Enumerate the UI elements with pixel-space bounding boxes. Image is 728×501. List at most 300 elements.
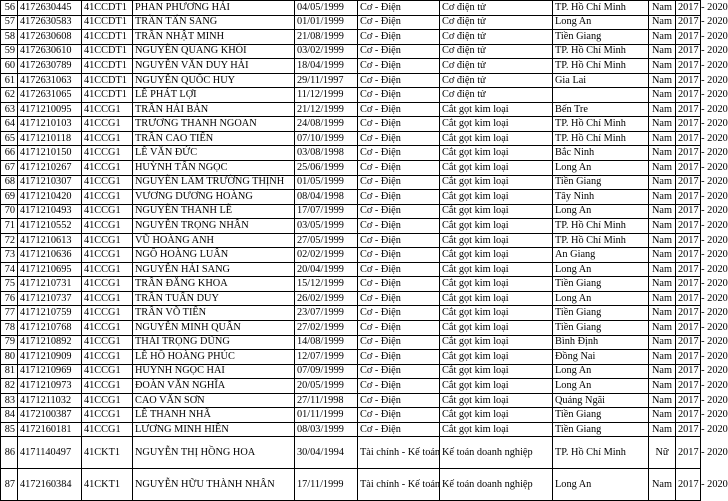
major-cell: Cắt gọt kim loại — [440, 291, 553, 306]
row-number-cell: 68 — [1, 175, 18, 190]
student-id-cell: 4171211032 — [18, 393, 82, 408]
full-name-cell: NGUYỄN LÂM TRƯỜNG THỊNH — [133, 175, 295, 190]
full-name-cell: LÊ THANH NHÃ — [133, 408, 295, 423]
student-id-cell: 4171210613 — [18, 233, 82, 248]
hometown-cell: Bến Tre — [553, 102, 649, 117]
table-row — [1, 161, 701, 176]
student-id-cell: 4172631063 — [18, 73, 82, 88]
class-code-cell: 41CCG1 — [82, 335, 133, 350]
class-code-cell: 41CCG1 — [82, 161, 133, 176]
major-cell: Cơ điện tử — [440, 1, 553, 16]
major-cell: Cắt gọt kim loại — [440, 408, 553, 423]
course-years-cell: 2017 - 2020 — [676, 437, 701, 469]
row-number-cell: 73 — [1, 248, 18, 263]
table-row — [1, 190, 701, 205]
class-code-cell: 41CCG1 — [82, 117, 133, 132]
department-cell: Cơ - Điện — [358, 393, 440, 408]
department-cell: Cơ - Điện — [358, 73, 440, 88]
gender-cell: Nam — [649, 291, 676, 306]
row-number-cell: 80 — [1, 350, 18, 365]
full-name-cell: TRẦN VÕ TIẾN — [133, 306, 295, 321]
table-row — [1, 277, 701, 292]
course-years-cell: 2017 - 2020 — [676, 335, 701, 350]
course-years-cell: 2017 - 2020 — [676, 233, 701, 248]
student-id-cell: 4172630445 — [18, 1, 82, 16]
class-code-cell: 41CCG1 — [82, 175, 133, 190]
hometown-cell: Long An — [553, 469, 649, 501]
major-cell: Cắt gọt kim loại — [440, 248, 553, 263]
table-row — [1, 233, 701, 248]
major-cell: Cắt gọt kim loại — [440, 379, 553, 394]
student-id-cell: 4171210969 — [18, 364, 82, 379]
birth-date-cell: 24/08/1999 — [295, 117, 358, 132]
hometown-cell: Long An — [553, 204, 649, 219]
gender-cell: Nam — [649, 306, 676, 321]
full-name-cell: THÁI TRỌNG DŨNG — [133, 335, 295, 350]
gender-cell: Nam — [649, 204, 676, 219]
class-code-cell: 41CCG1 — [82, 262, 133, 277]
major-cell: Cắt gọt kim loại — [440, 277, 553, 292]
department-cell: Tài chính - Kế toán — [358, 469, 440, 501]
birth-date-cell: 04/05/1999 — [295, 1, 358, 16]
class-code-cell: 41CCG1 — [82, 379, 133, 394]
row-number-cell: 74 — [1, 262, 18, 277]
student-id-cell: 4172630789 — [18, 59, 82, 74]
major-cell: Cắt gọt kim loại — [440, 364, 553, 379]
student-id-cell: 4171210150 — [18, 146, 82, 161]
student-id-cell: 4171210095 — [18, 102, 82, 117]
hometown-cell: Tiền Giang — [553, 175, 649, 190]
major-cell: Cơ điện tử — [440, 44, 553, 59]
course-years-cell: 2017 - 2020 — [676, 291, 701, 306]
student-id-cell: 4171210759 — [18, 306, 82, 321]
department-cell: Cơ - Điện — [358, 364, 440, 379]
gender-cell: Nam — [649, 73, 676, 88]
full-name-cell: TRẦN NHẬT MINH — [133, 30, 295, 45]
major-cell: Cơ điện tử — [440, 30, 553, 45]
birth-date-cell: 08/03/1999 — [295, 422, 358, 437]
hometown-cell: Tiền Giang — [553, 277, 649, 292]
row-number-cell: 61 — [1, 73, 18, 88]
major-cell: Cắt gọt kim loại — [440, 422, 553, 437]
table-row — [1, 306, 701, 321]
gender-cell: Nam — [649, 30, 676, 45]
row-number-cell: 59 — [1, 44, 18, 59]
department-cell: Cơ - Điện — [358, 379, 440, 394]
full-name-cell: TRẦN HẢI BẢN — [133, 102, 295, 117]
class-code-cell: 41CCG1 — [82, 277, 133, 292]
class-code-cell: 41CCDT1 — [82, 15, 133, 30]
birth-date-cell: 20/04/1999 — [295, 262, 358, 277]
department-cell: Cơ - Điện — [358, 306, 440, 321]
department-cell: Cơ - Điện — [358, 59, 440, 74]
student-id-cell: 4171210973 — [18, 379, 82, 394]
hometown-cell — [553, 88, 649, 103]
row-number-cell: 65 — [1, 131, 18, 146]
gender-cell: Nam — [649, 469, 676, 501]
full-name-cell: TRƯƠNG THANH NGOAN — [133, 117, 295, 132]
hometown-cell: Long An — [553, 379, 649, 394]
course-years-cell: 2017 - 2020 — [676, 131, 701, 146]
major-cell: Cắt gọt kim loại — [440, 161, 553, 176]
major-cell: Cắt gọt kim loại — [440, 102, 553, 117]
major-cell: Cắt gọt kim loại — [440, 262, 553, 277]
birth-date-cell: 07/09/1999 — [295, 364, 358, 379]
major-cell: Cắt gọt kim loại — [440, 204, 553, 219]
class-code-cell: 41CCG1 — [82, 190, 133, 205]
department-cell: Cơ - Điện — [358, 161, 440, 176]
class-code-cell: 41CCG1 — [82, 248, 133, 263]
full-name-cell: PHAN PHƯƠNG HẢI — [133, 1, 295, 16]
student-id-cell: 4171210267 — [18, 161, 82, 176]
birth-date-cell: 08/04/1998 — [295, 190, 358, 205]
student-id-cell: 4171210909 — [18, 350, 82, 365]
student-id-cell: 4171210731 — [18, 277, 82, 292]
class-code-cell: 41CCG1 — [82, 102, 133, 117]
course-years-cell: 2017 - 2020 — [676, 175, 701, 190]
department-cell: Cơ - Điện — [358, 175, 440, 190]
gender-cell: Nam — [649, 88, 676, 103]
department-cell: Cơ - Điện — [358, 44, 440, 59]
row-number-cell: 69 — [1, 190, 18, 205]
row-number-cell: 81 — [1, 364, 18, 379]
gender-cell: Nam — [649, 364, 676, 379]
department-cell: Cơ - Điện — [358, 277, 440, 292]
gender-cell: Nữ — [649, 437, 676, 469]
major-cell: Cắt gọt kim loại — [440, 131, 553, 146]
department-cell: Cơ - Điện — [358, 15, 440, 30]
class-code-cell: 41CCDT1 — [82, 30, 133, 45]
major-cell: Cắt gọt kim loại — [440, 321, 553, 336]
department-cell: Cơ - Điện — [358, 88, 440, 103]
course-years-cell: 2017 - 2020 — [676, 30, 701, 45]
table-row — [1, 291, 701, 306]
student-id-cell: 4171210636 — [18, 248, 82, 263]
course-years-cell: 2017 - 2020 — [676, 321, 701, 336]
hometown-cell: Tiền Giang — [553, 306, 649, 321]
student-id-cell: 4172630583 — [18, 15, 82, 30]
birth-date-cell: 17/07/1999 — [295, 204, 358, 219]
table-row — [1, 262, 701, 277]
hometown-cell: TP. Hồ Chí Minh — [553, 437, 649, 469]
hometown-cell: TP. Hồ Chí Minh — [553, 131, 649, 146]
department-cell: Cơ - Điện — [358, 190, 440, 205]
student-id-cell: 4171210493 — [18, 204, 82, 219]
hometown-cell: Gia Lai — [553, 73, 649, 88]
row-number-cell: 86 — [1, 437, 18, 469]
gender-cell: Nam — [649, 233, 676, 248]
gender-cell: Nam — [649, 350, 676, 365]
student-id-cell: 4172100387 — [18, 408, 82, 423]
gender-cell: Nam — [649, 117, 676, 132]
table-row — [1, 350, 701, 365]
birth-date-cell: 01/05/1999 — [295, 175, 358, 190]
major-cell: Cắt gọt kim loại — [440, 233, 553, 248]
row-number-cell: 62 — [1, 88, 18, 103]
hometown-cell: Quảng Ngãi — [553, 393, 649, 408]
hometown-cell: Đồng Nai — [553, 350, 649, 365]
gender-cell: Nam — [649, 131, 676, 146]
gender-cell: Nam — [649, 190, 676, 205]
student-id-cell: 4171210737 — [18, 291, 82, 306]
full-name-cell: HUỲNH TẤN NGỌC — [133, 161, 295, 176]
row-number-cell: 70 — [1, 204, 18, 219]
birth-date-cell: 18/04/1999 — [295, 59, 358, 74]
row-number-cell: 83 — [1, 393, 18, 408]
birth-date-cell: 21/12/1999 — [295, 102, 358, 117]
class-code-cell: 41CCDT1 — [82, 44, 133, 59]
gender-cell: Nam — [649, 161, 676, 176]
student-id-cell: 4172631065 — [18, 88, 82, 103]
full-name-cell: LÊ PHÁT LỢI — [133, 88, 295, 103]
birth-date-cell: 03/02/1999 — [295, 44, 358, 59]
birth-date-cell: 01/01/1999 — [295, 15, 358, 30]
full-name-cell: NGUYỄN MINH QUÂN — [133, 321, 295, 336]
table-row — [1, 15, 701, 30]
table-row — [1, 44, 701, 59]
hometown-cell: Tiền Giang — [553, 422, 649, 437]
department-cell: Cơ - Điện — [358, 321, 440, 336]
table-row — [1, 321, 701, 336]
full-name-cell: VŨ HOÀNG ANH — [133, 233, 295, 248]
row-number-cell: 67 — [1, 161, 18, 176]
gender-cell: Nam — [649, 379, 676, 394]
gender-cell: Nam — [649, 59, 676, 74]
major-cell: Cắt gọt kim loại — [440, 350, 553, 365]
birth-date-cell: 02/02/1999 — [295, 248, 358, 263]
row-number-cell: 85 — [1, 422, 18, 437]
row-number-cell: 79 — [1, 335, 18, 350]
course-years-cell: 2017 - 2020 — [676, 469, 701, 501]
birth-date-cell: 12/07/1999 — [295, 350, 358, 365]
table-row — [1, 379, 701, 394]
row-number-cell: 82 — [1, 379, 18, 394]
hometown-cell: TP. Hồ Chí Minh — [553, 44, 649, 59]
birth-date-cell: 20/05/1999 — [295, 379, 358, 394]
gender-cell: Nam — [649, 277, 676, 292]
course-years-cell: 2017 - 2020 — [676, 262, 701, 277]
course-years-cell: 2017 - 2020 — [676, 364, 701, 379]
major-cell: Cơ điện tử — [440, 15, 553, 30]
course-years-cell: 2017 - 2020 — [676, 277, 701, 292]
department-cell: Cơ - Điện — [358, 219, 440, 234]
class-code-cell: 41CCG1 — [82, 321, 133, 336]
table-row — [1, 73, 701, 88]
class-code-cell: 41CCG1 — [82, 364, 133, 379]
table-row — [1, 117, 701, 132]
course-years-cell: 2017 - 2020 — [676, 146, 701, 161]
row-number-cell: 84 — [1, 408, 18, 423]
full-name-cell: NGUYỄN THÀNH LỄ — [133, 204, 295, 219]
birth-date-cell: 23/07/1999 — [295, 306, 358, 321]
row-number-cell: 78 — [1, 321, 18, 336]
department-cell: Cơ - Điện — [358, 204, 440, 219]
gender-cell: Nam — [649, 262, 676, 277]
major-cell: Cắt gọt kim loại — [440, 146, 553, 161]
class-code-cell: 41CCDT1 — [82, 59, 133, 74]
major-cell: Cắt gọt kim loại — [440, 306, 553, 321]
course-years-cell: 2017 - 2020 — [676, 204, 701, 219]
student-id-cell: 4172630608 — [18, 30, 82, 45]
department-cell: Cơ - Điện — [358, 248, 440, 263]
department-cell: Cơ - Điện — [358, 291, 440, 306]
gender-cell: Nam — [649, 1, 676, 16]
major-cell: Kế toán doanh nghiệp — [440, 437, 553, 469]
major-cell: Cắt gọt kim loại — [440, 117, 553, 132]
class-code-cell: 41CCG1 — [82, 408, 133, 423]
gender-cell: Nam — [649, 335, 676, 350]
birth-date-cell: 21/08/1999 — [295, 30, 358, 45]
class-code-cell: 41CCG1 — [82, 131, 133, 146]
course-years-cell: 2017 - 2020 — [676, 190, 701, 205]
course-years-cell: 2017 - 2020 — [676, 117, 701, 132]
table-row — [1, 102, 701, 117]
full-name-cell: LÊ VĂN ĐỨC — [133, 146, 295, 161]
full-name-cell: CAO VĂN SƠN — [133, 393, 295, 408]
hometown-cell: Bình Định — [553, 335, 649, 350]
row-number-cell: 63 — [1, 102, 18, 117]
class-code-cell: 41CCG1 — [82, 306, 133, 321]
student-id-cell: 4171210118 — [18, 131, 82, 146]
class-code-cell: 41CCG1 — [82, 350, 133, 365]
table-row — [1, 408, 701, 423]
hometown-cell: TP. Hồ Chí Minh — [553, 1, 649, 16]
course-years-cell: 2017 - 2020 — [676, 88, 701, 103]
department-cell: Tài chính - Kế toán — [358, 437, 440, 469]
major-cell: Cắt gọt kim loại — [440, 335, 553, 350]
student-id-cell: 4171210552 — [18, 219, 82, 234]
birth-date-cell: 03/05/1999 — [295, 219, 358, 234]
hometown-cell: An Giang — [553, 248, 649, 263]
student-id-cell: 4171140497 — [18, 437, 82, 469]
row-number-cell: 64 — [1, 117, 18, 132]
full-name-cell: NGÔ HOÀNG LUÂN — [133, 248, 295, 263]
course-years-cell: 2017 - 2020 — [676, 73, 701, 88]
row-number-cell: 71 — [1, 219, 18, 234]
hometown-cell: TP. Hồ Chí Minh — [553, 59, 649, 74]
department-cell: Cơ - Điện — [358, 131, 440, 146]
class-code-cell: 41CCG1 — [82, 393, 133, 408]
hometown-cell: Tiền Giang — [553, 30, 649, 45]
major-cell: Cắt gọt kim loại — [440, 190, 553, 205]
class-code-cell: 41CCG1 — [82, 146, 133, 161]
gender-cell: Nam — [649, 146, 676, 161]
course-years-cell: 2017 - 2020 — [676, 15, 701, 30]
full-name-cell: NGUYỄN TRỌNG NHÂN — [133, 219, 295, 234]
student-id-cell: 4172630610 — [18, 44, 82, 59]
department-cell: Cơ - Điện — [358, 350, 440, 365]
class-code-cell: 41CCDT1 — [82, 88, 133, 103]
full-name-cell: NGUYỄN QUANG KHÔI — [133, 44, 295, 59]
course-years-cell: 2017 - 2020 — [676, 59, 701, 74]
hometown-cell: Long An — [553, 291, 649, 306]
birth-date-cell: 07/10/1999 — [295, 131, 358, 146]
full-name-cell: NGUYỄN THỊ HỒNG HOA — [133, 437, 295, 469]
row-number-cell: 76 — [1, 291, 18, 306]
gender-cell: Nam — [649, 175, 676, 190]
hometown-cell: Long An — [553, 262, 649, 277]
gender-cell: Nam — [649, 393, 676, 408]
full-name-cell: TRẦN TẤN SANG — [133, 15, 295, 30]
department-cell: Cơ - Điện — [358, 335, 440, 350]
gender-cell: Nam — [649, 44, 676, 59]
full-name-cell: ĐOÀN VĂN NGHĨA — [133, 379, 295, 394]
table-row — [1, 422, 701, 437]
class-code-cell: 41CKT1 — [82, 469, 133, 501]
row-number-cell: 60 — [1, 59, 18, 74]
hometown-cell: Long An — [553, 364, 649, 379]
birth-date-cell: 30/04/1994 — [295, 437, 358, 469]
hometown-cell: Long An — [553, 161, 649, 176]
table-row — [1, 469, 701, 501]
class-code-cell: 41CCG1 — [82, 291, 133, 306]
table-row — [1, 437, 701, 469]
table-row — [1, 393, 701, 408]
course-years-cell: 2017 - 2020 — [676, 1, 701, 16]
hometown-cell: Tây Ninh — [553, 190, 649, 205]
full-name-cell: LÊ HỒ HOÀNG PHÚC — [133, 350, 295, 365]
student-id-cell: 4172160384 — [18, 469, 82, 501]
hometown-cell: Tiền Giang — [553, 321, 649, 336]
birth-date-cell: 27/05/1999 — [295, 233, 358, 248]
student-id-cell: 4171210420 — [18, 190, 82, 205]
course-years-cell: 2017 - 2020 — [676, 422, 701, 437]
class-code-cell: 41CCG1 — [82, 422, 133, 437]
major-cell: Cơ điện tử — [440, 59, 553, 74]
full-name-cell: TRẦN ĐĂNG KHOA — [133, 277, 295, 292]
course-years-cell: 2017 - 2020 — [676, 393, 701, 408]
birth-date-cell: 03/08/1998 — [295, 146, 358, 161]
department-cell: Cơ - Điện — [358, 30, 440, 45]
course-years-cell: 2017 - 2020 — [676, 161, 701, 176]
student-id-cell: 4171210695 — [18, 262, 82, 277]
table-row — [1, 131, 701, 146]
department-cell: Cơ - Điện — [358, 233, 440, 248]
hometown-cell: Tiền Giang — [553, 408, 649, 423]
full-name-cell: TRẦN CAO TIẾN — [133, 131, 295, 146]
class-code-cell: 41CCDT1 — [82, 1, 133, 16]
major-cell: Cơ điện tử — [440, 73, 553, 88]
student-id-cell: 4171210892 — [18, 335, 82, 350]
table-row — [1, 219, 701, 234]
class-code-cell: 41CCG1 — [82, 219, 133, 234]
gender-cell: Nam — [649, 321, 676, 336]
department-cell: Cơ - Điện — [358, 1, 440, 16]
table-row — [1, 175, 701, 190]
course-years-cell: 2017 - 2020 — [676, 102, 701, 117]
full-name-cell: NGUYỄN HẢI SANG — [133, 262, 295, 277]
gender-cell: Nam — [649, 219, 676, 234]
birth-date-cell: 27/11/1998 — [295, 393, 358, 408]
department-cell: Cơ - Điện — [358, 422, 440, 437]
row-number-cell: 75 — [1, 277, 18, 292]
row-number-cell: 72 — [1, 233, 18, 248]
table-row — [1, 204, 701, 219]
course-years-cell: 2017 - 2020 — [676, 379, 701, 394]
row-number-cell: 87 — [1, 469, 18, 501]
class-code-cell: 41CCG1 — [82, 233, 133, 248]
department-cell: Cơ - Điện — [358, 408, 440, 423]
birth-date-cell: 15/12/1999 — [295, 277, 358, 292]
table-row — [1, 364, 701, 379]
course-years-cell: 2017 - 2020 — [676, 219, 701, 234]
birth-date-cell: 27/02/1999 — [295, 321, 358, 336]
major-cell: Cắt gọt kim loại — [440, 175, 553, 190]
birth-date-cell: 14/08/1999 — [295, 335, 358, 350]
course-years-cell: 2017 - 2020 — [676, 248, 701, 263]
full-name-cell: VƯƠNG DƯƠNG HOÀNG — [133, 190, 295, 205]
course-years-cell: 2017 - 2020 — [676, 306, 701, 321]
